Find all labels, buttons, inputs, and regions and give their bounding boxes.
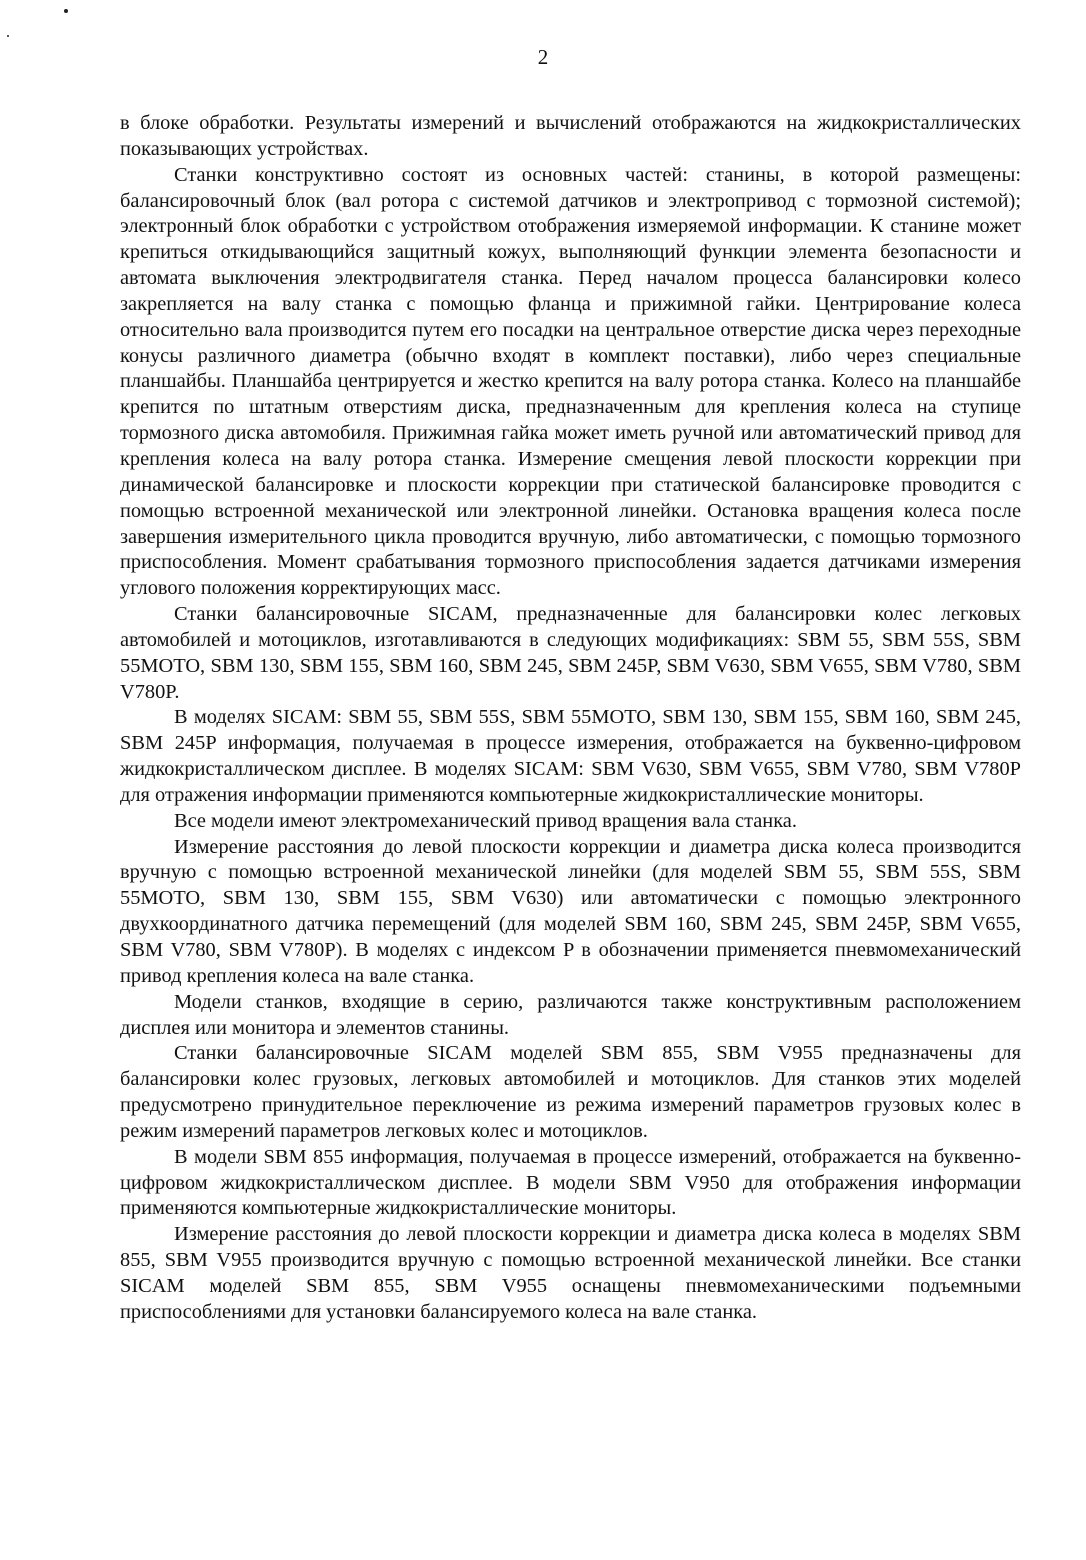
paragraph: Измерение расстояния до левой плоскости коррекции и диаметра диска колеса производится вручную с помощью встроенной механической линейки (для моделей SBM 55, SBM 55S, SBM 55MOTO, SBM 130, SBM 155, SBM V630) или автоматически с помощью электронного двухкоординатного датчика перемещений (для моделей SBM 160, SBM 245, SBM 245P, SBM V655, SBM V780, SBM V780P). В моделях с индексом P в обозначении применяется пневмомеханический привод крепления колеса на вале станка. bbox=[120, 835, 1021, 987]
scan-speck bbox=[7, 35, 9, 37]
scan-speck bbox=[64, 9, 68, 13]
paragraph: Измерение расстояния до левой плоскости коррекции и диаметра диска колеса в моделях SBM 855, SBM V955 производится вручную с помощью встроенной механической линейки. Все станки SICAM моделей SBM 855, SBM V955 оснащены пневмомеханическими подъемными приспособлениями для установки балансируемого колеса на вале станка. bbox=[120, 1223, 1021, 1323]
paragraph: Станки балансировочные SICAM, предназначенные для балансировки колес легковых автомобилей и мотоциклов, изготавливаются в следующих модификациях: SBM 55, SBM 55S, SBM 55MOTO, SBM 130, SBM 155, SBM 160, SBM 245, SBM 245P, SBM V630, SBM V655, SBM V780, SBM V780P. bbox=[120, 603, 1021, 703]
paragraph: Станки балансировочные SICAM моделей SBM 855, SBM V955 предназначены для балансировки колес грузовых, легковых автомобилей и мотоциклов. Для станков этих моделей предусмотрено принудительное переключение из режима измерений параметров грузовых колес в режим измерений параметров легковых колес и мотоциклов. bbox=[120, 1042, 1021, 1142]
document-body bbox=[120, 111, 1021, 1326]
paragraph: в блоке обработки. Результаты измерений и вычислений отображаются на жидкокристаллических показывающих устройствах. bbox=[120, 112, 1021, 160]
paragraph: Модели станков, входящие в серию, различаются также конструктивным расположением дисплея или монитора и элементов станины. bbox=[120, 990, 1021, 1039]
paragraph: В модели SBM 855 информация, получаемая в процессе измерений, отображается на буквенно-цифровом жидкокристаллическом дисплее. В модели SBM V950 для отображения информации применяются компьютерные жидкокристаллические мониторы. bbox=[120, 1145, 1021, 1220]
paragraph: В моделях SICAM: SBM 55, SBM 55S, SBM 55MOTO, SBM 130, SBM 155, SBM 160, SBM 245, SBM 245P информация, получаемая в процессе измерения, отображается на буквенно-цифровом жидкокристаллическом дисплее. В моделях SICAM: SBM V630, SBM V655, SBM V780, SBM V780P для отражения информации применяются компьютерные жидкокристаллические мониторы. bbox=[120, 706, 1021, 806]
page-number: 2 bbox=[537, 45, 549, 69]
paragraph: Все модели имеют электромеханический привод вращения вала станка. bbox=[174, 809, 797, 832]
paragraph: Станки конструктивно состоят из основных частей: станины, в которой размещены: балансировочный блок (вал ротора с системой датчиков и электропривод с тормозной системой); электронный блок обработки с устройством отображения измеряемой информации. К станине может крепиться откидывающийся защитный кожух, выполняющий функции элемента безопасности и автомата выключения электродвигателя станка. Перед началом процесса балансировки колесо закрепляется на валу станка с помощью фланца и прижимной гайки. Центрирование колеса относительно вала производится путем его посадки на центральное отверстие диска через переходные конусы различного диаметра (обычно входят в комплект поставки), либо через специальные планшайбы. Планшайба центрируется и жестко крепится на валу ротора станка. Колесо на планшайбе крепится по штатным отверстиям диска, предназначенным для крепления колеса на ступице тормозного диска автомобиля. Прижимная гайка может иметь ручной или автоматический привод для крепления колеса на валу ротора станка. Измерение смещения левой плоскости коррекции при динамической балансировке и плоскости коррекции при статической балансировке проводится с помощью встроенной механической или электронной линейки. Остановка вращения колеса после завершения измерительного цикла проводится вручную, либо автоматически, с помощью тормозного приспособления. Момент срабатывания тормозного приспособления задается датчиками измерения углового положения корректирующих масс. bbox=[120, 163, 1021, 600]
